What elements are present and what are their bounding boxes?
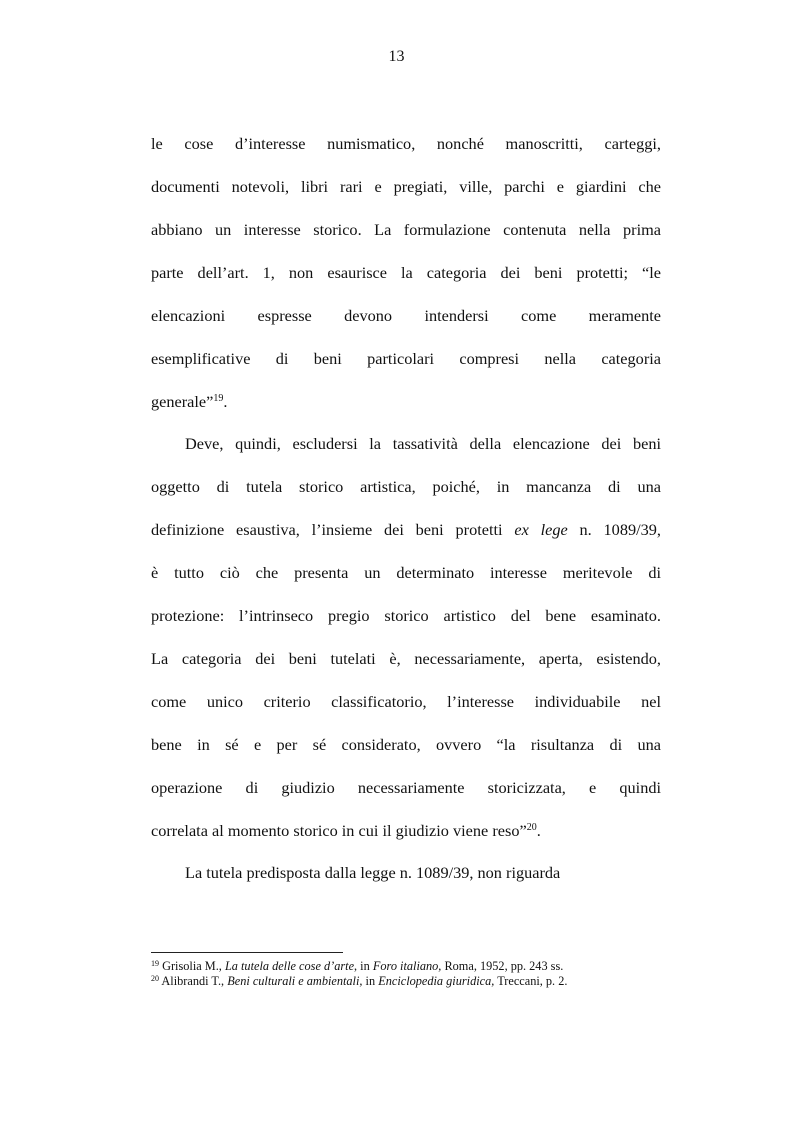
footnote-number: 19: [151, 959, 159, 968]
footnote-separator: [151, 952, 343, 953]
footnote-text: Treccani, p. 2.: [497, 974, 568, 988]
line-text: n. 1089/39,: [579, 520, 661, 539]
text-line: oggetto di tutela storico artistica, poiché, in mancanza di una: [151, 477, 661, 496]
text-line: protezione: l’intrinseco pregio storico artistico del bene esaminato.: [151, 606, 661, 625]
footnote-author: Grisolia M.,: [162, 959, 222, 973]
text-line: [151, 519, 661, 541]
text-line: bene in sé e per sé considerato, ovvero “la risultanza di una: [151, 735, 661, 754]
text-line: elencazioni espresse devono intendersi come meramente: [151, 306, 661, 325]
footnote-text: Roma, 1952, pp. 243 ss.: [444, 959, 564, 973]
footnote-ref-20: 20: [526, 822, 537, 833]
text-line: La categoria dei beni tutelati è, necessariamente, aperta, esistendo,: [151, 649, 661, 668]
text-line: operazione di giudizio necessariamente storicizzata, e quindi: [151, 778, 661, 797]
line-text: correlata al momento storico in cui il giudizio viene reso”: [151, 821, 527, 840]
text-line: documenti notevoli, libri rari e pregiati, ville, parchi e giardini che: [151, 177, 661, 196]
line-text: definizione esaustiva, l’insieme dei beni protetti: [151, 520, 503, 539]
footnote-source: Enciclopedia giuridica,: [378, 974, 495, 988]
italic-term: ex lege: [514, 520, 568, 539]
page-number: 13: [388, 48, 405, 65]
footnote-19: [151, 959, 711, 974]
footnote-number: 20: [151, 974, 159, 983]
footnote-text: in: [365, 974, 376, 988]
text-line: generale”$^{19}$.: [151, 392, 228, 411]
paragraph-start: Deve, quindi, escludersi la tassatività della elencazione dei beni: [185, 434, 661, 453]
footnote-20: [151, 974, 711, 989]
line-text: generale”: [151, 392, 214, 411]
text-line: abbiano un interesse storico. La formulazione contenuta nella prima: [151, 220, 661, 239]
paragraph-start: La tutela predisposta dalla legge n. 1089/39, non riguarda: [185, 863, 561, 882]
footnote-title: Beni culturali e ambientali,: [227, 974, 363, 988]
text-line: correlata al momento storico in cui il giudizio viene reso”$^{20}$.: [151, 821, 541, 840]
text-line: esemplificative di beni particolari compresi nella categoria: [151, 349, 661, 368]
footnote-author: Alibrandi T.,: [161, 974, 225, 988]
text-line: come unico criterio classificatorio, l’interesse individuabile nel: [151, 692, 661, 711]
text-line: le cose d’interesse numismatico, nonché manoscritti, carteggi,: [151, 134, 661, 153]
footnote-ref-19: 19: [213, 393, 224, 404]
footnote-title: La tutela delle cose d’arte: [224, 959, 355, 973]
text-line: è tutto ciò che presenta un determinato interesse meritevole di: [151, 563, 661, 582]
footnote-source: Foro italiano,: [372, 959, 442, 973]
text-line: parte dell’art. 1, non esaurisce la categoria dei beni protetti; “le: [151, 263, 661, 282]
footnote-text: , in: [354, 959, 370, 973]
